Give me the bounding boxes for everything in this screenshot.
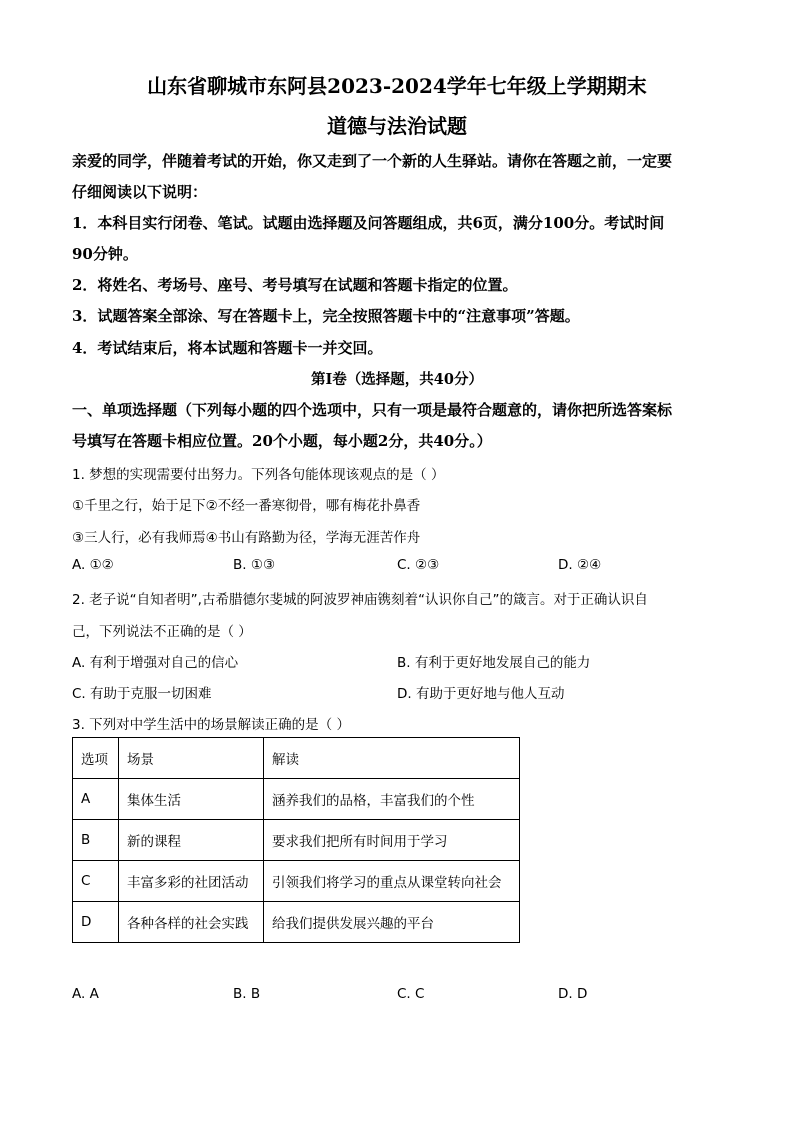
instruction-item-2: 2．将姓名、考场号、座号、考号填写在试题和答题卡指定的位置。 [72, 276, 518, 294]
instruction-item-1: 1．本科目实行闭卷、笔试。试题由选择题及问答题组成，共6页，满分100分。考试时间 [72, 214, 665, 232]
question-1-option-c: C. ②③ [397, 557, 440, 573]
question-1-option-b: B. ①③ [233, 557, 276, 573]
exam-title: 山东省聊城市东阿县2023-2024学年七年级上学期期末 [147, 74, 647, 98]
question-3-option-b: B. B [233, 986, 261, 1002]
table-header-cell: 解读 [264, 738, 520, 779]
instruction-item-1-cont: 90分钟。 [72, 245, 138, 263]
table-header-row [73, 738, 520, 779]
table-header-cell: 选项 [73, 738, 119, 779]
question-1-statement: ①千里之行，始于足下②不经一番寒彻骨，哪有梅花扑鼻香 [72, 498, 421, 514]
intro-line: 亲爱的同学，伴随着考试的开始，你又走到了一个新的人生驿站。请你在答题之前，一定要 [72, 152, 673, 170]
question-3-option-a: A. A [72, 986, 99, 1002]
question-1-option-d: D. ②④ [558, 557, 602, 573]
table-cell-option: D [73, 902, 119, 943]
question-1-option-a: A. ①② [72, 557, 114, 573]
table-cell-scene: 丰富多彩的社团活动 [119, 861, 264, 902]
table-cell-scene: 新的课程 [119, 820, 264, 861]
question-2-option-c: C. 有助于克服一切困难 [72, 686, 212, 702]
table-cell-option: B [73, 820, 119, 861]
table-cell-interpretation: 引领我们将学习的重点从课堂转向社会 [264, 861, 520, 902]
part-instruction: 一、单项选择题（下列每小题的四个选项中，只有一项是最符合题意的，请你把所选答案标 [72, 401, 673, 419]
question-3-option-d: D. D [558, 986, 588, 1002]
table-cell-interpretation: 要求我们把所有时间用于学习 [264, 820, 520, 861]
table-cell-scene: 集体生活 [119, 779, 264, 820]
table-row [73, 902, 520, 943]
question-2-option-a: A. 有利于增强对自己的信心 [72, 655, 239, 671]
question-2-option-d: D. 有助于更好地与他人互动 [397, 686, 565, 702]
question-3-table [72, 737, 520, 943]
question-3-option-c: C. C [397, 986, 425, 1002]
table-row [73, 861, 520, 902]
table-cell-option: A [73, 779, 119, 820]
table-header-cell: 场景 [119, 738, 264, 779]
table-row [73, 820, 520, 861]
table-cell-option: C [73, 861, 119, 902]
question-1-statement: ③三人行，必有我师焉④书山有路勤为径，学海无涯苦作舟 [72, 530, 421, 546]
exam-subject: 道德与法治试题 [327, 114, 467, 138]
part-instruction-cont: 号填写在答题卡相应位置。20个小题，每小题2分，共40分。） [72, 432, 492, 450]
instruction-item-4: 4．考试结束后，将本试题和答题卡一并交回。 [72, 339, 383, 357]
question-2-stem-cont: 己，下列说法不正确的是（ ） [72, 624, 252, 640]
table-cell-scene: 各种各样的社会实践 [119, 902, 264, 943]
table-cell-interpretation: 给我们提供发展兴趣的平台 [264, 902, 520, 943]
question-2-option-b: B. 有利于更好地发展自己的能力 [397, 655, 591, 671]
table-row [73, 779, 520, 820]
question-1-stem: 1. 梦想的实现需要付出努力。下列各句能体现该观点的是（ ） [72, 467, 445, 483]
table-cell-interpretation: 涵养我们的品格，丰富我们的个性 [264, 779, 520, 820]
question-3-stem: 3. 下列对中学生活中的场景解读正确的是（ ） [72, 717, 350, 733]
intro-line: 仔细阅读以下说明： [72, 183, 208, 201]
question-2-stem: 2. 老子说“自知者明”,古希腊德尔斐城的阿波罗神庙镌刻着“认识你自己”的箴言。对于正确认识自 [72, 592, 648, 608]
instruction-item-3: 3．试题答案全部涂、写在答题卡上，完全按照答题卡中的“注意事项”答题。 [72, 307, 580, 325]
section-heading: 第Ⅰ卷（选择题，共40分） [311, 371, 483, 388]
